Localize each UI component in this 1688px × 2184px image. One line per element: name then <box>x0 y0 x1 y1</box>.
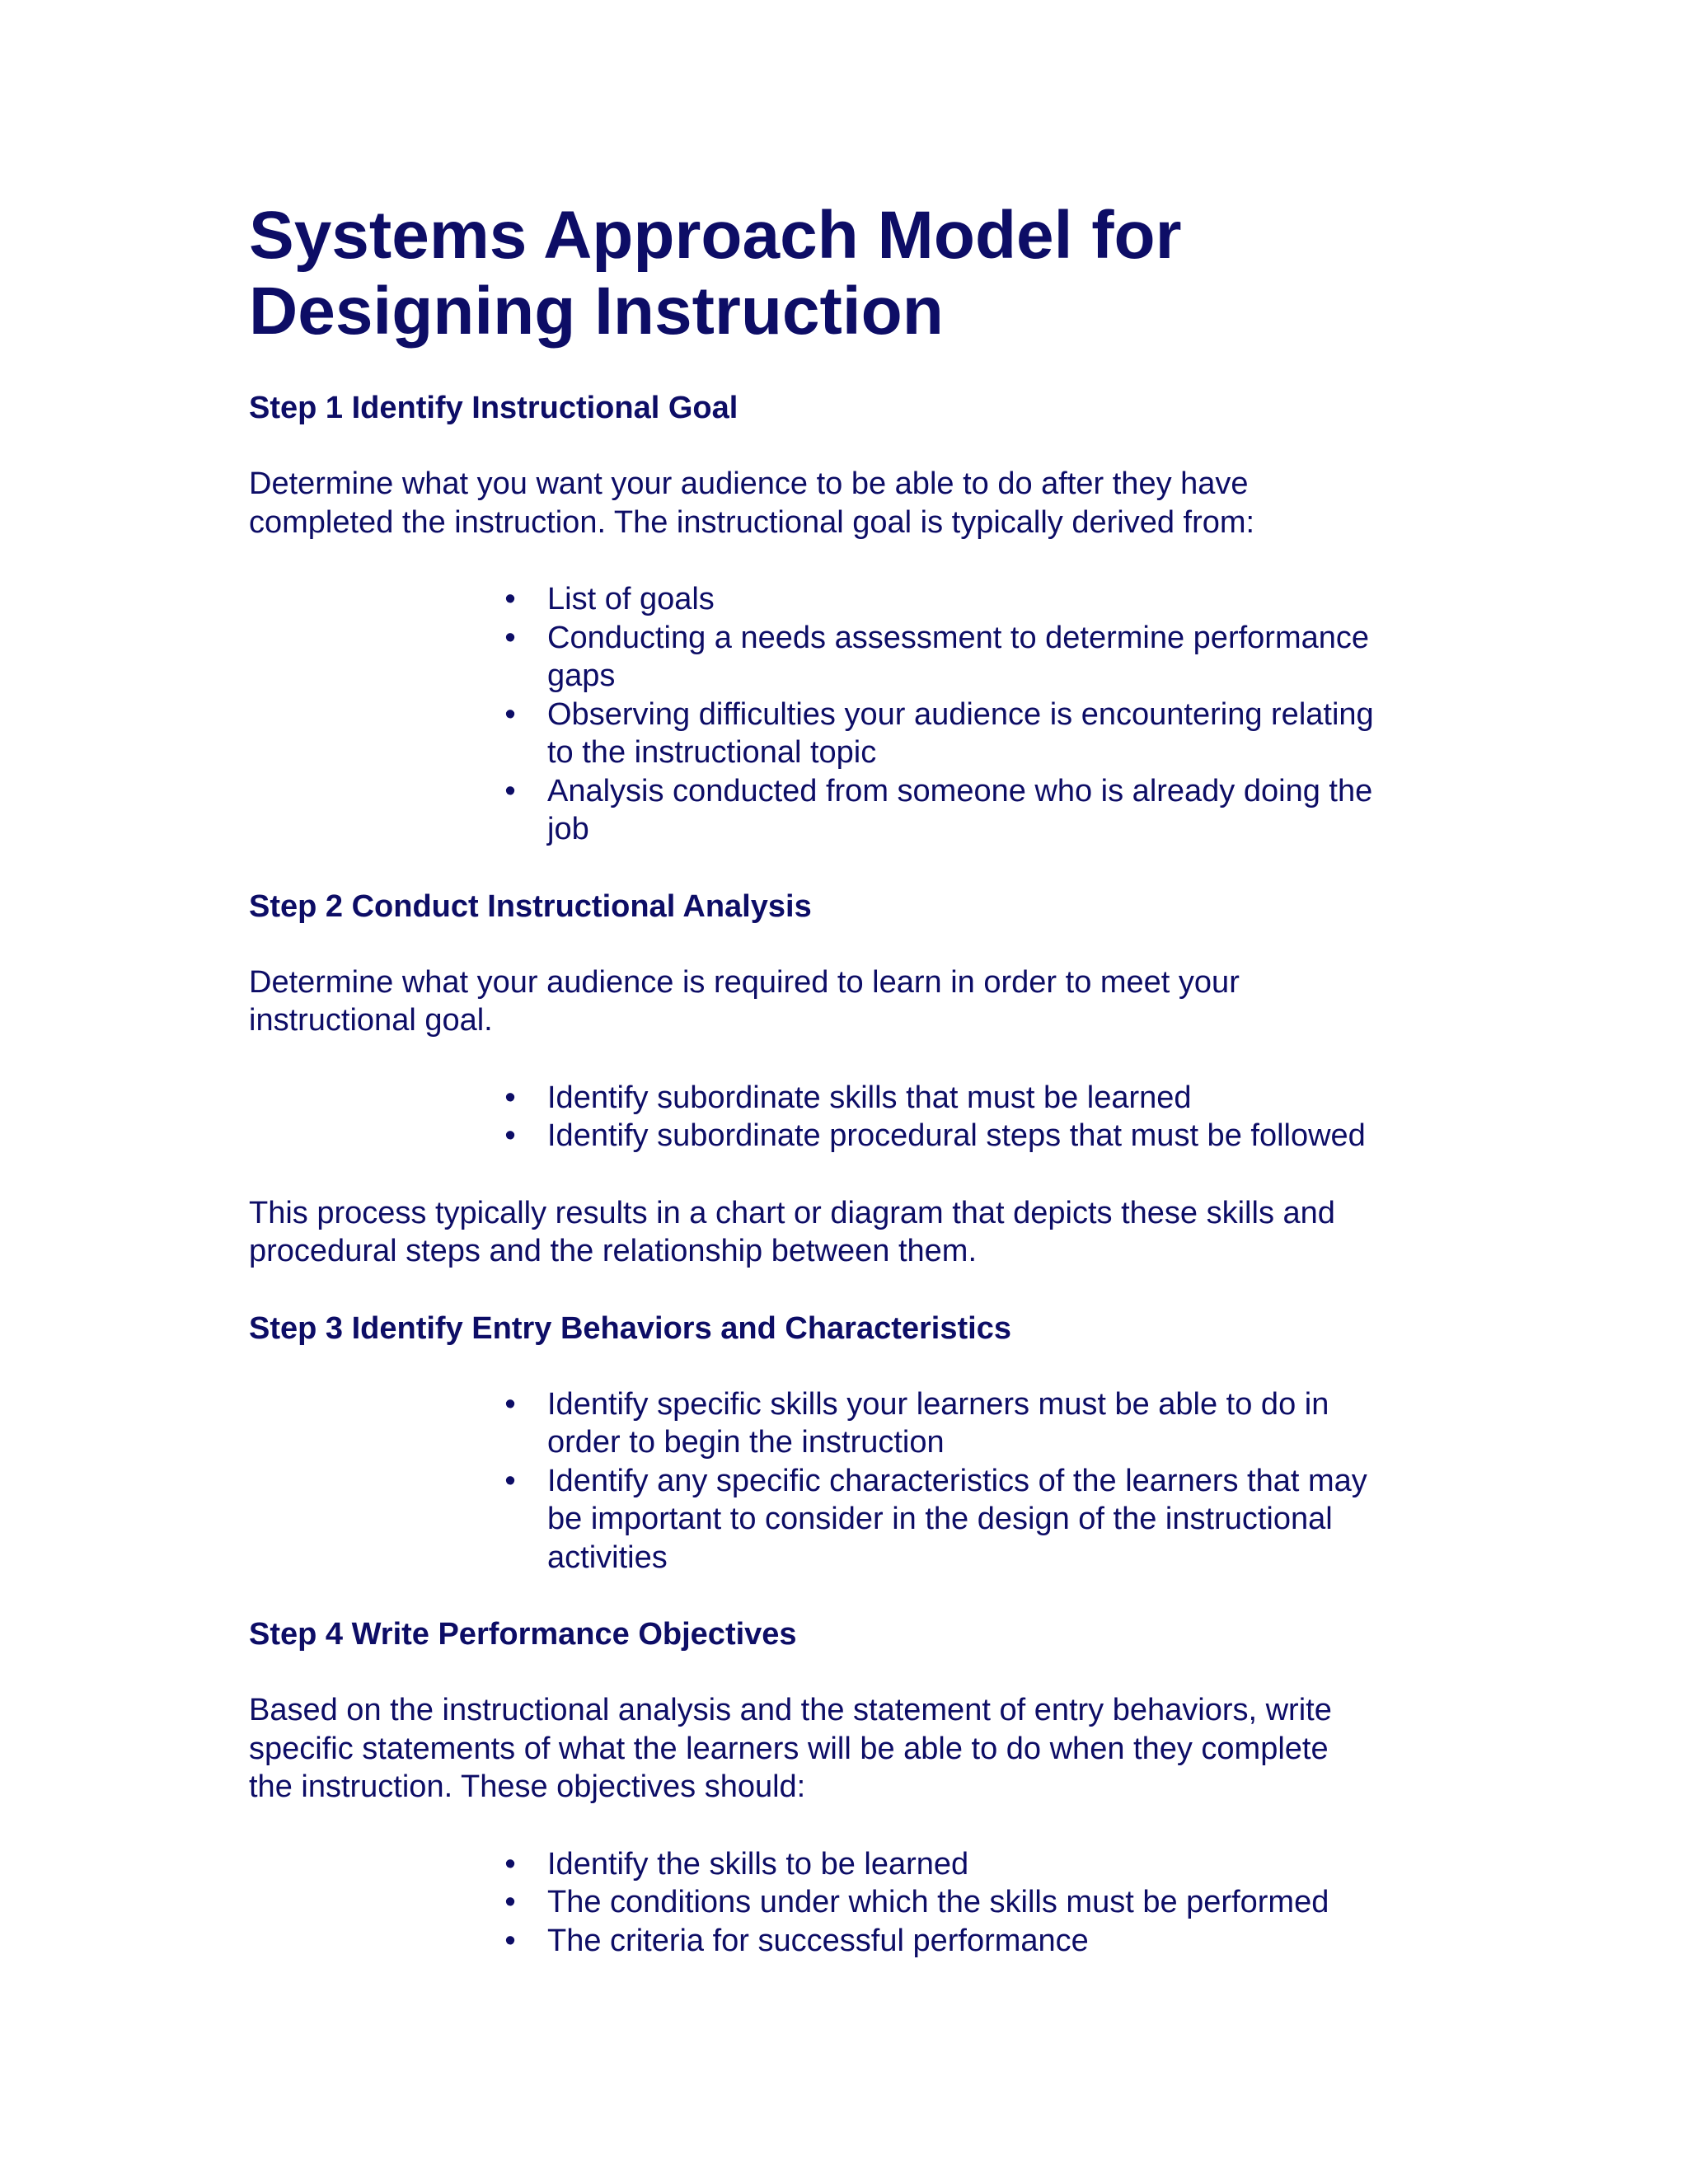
bullet-icon: • <box>504 696 516 732</box>
document-page <box>249 198 1444 1960</box>
step-3-bullet-list <box>249 1385 1444 1577</box>
list-item-line: Identify any specific characteristics of the learners that may <box>547 1463 1367 1498</box>
bullet-icon: • <box>504 1846 516 1882</box>
list-item-line: List of goals <box>547 582 715 616</box>
step-1-description <box>249 465 1444 541</box>
list-item-line: Analysis conducted from someone who is already doing the <box>547 773 1373 808</box>
bullet-icon: • <box>504 582 516 616</box>
list-item <box>504 580 1444 619</box>
list-item <box>504 772 1444 849</box>
list-item-line: job <box>547 812 589 846</box>
step-2-description-line-2: instructional goal. <box>249 1003 493 1038</box>
list-item-line: to the instructional topic <box>547 735 877 770</box>
list-item <box>504 619 1444 696</box>
step-2-heading: Step 2 Conduct Instructional Analysis <box>249 888 812 924</box>
list-item-line: Identify subordinate skills that must be learned <box>547 1080 1192 1115</box>
bullet-icon: • <box>504 1463 516 1498</box>
list-item-line: be important to consider in the design of the instructional <box>547 1502 1333 1536</box>
list-item <box>504 1117 1444 1155</box>
step-3-section <box>249 1310 1444 1577</box>
list-item <box>504 1883 1444 1922</box>
list-item <box>504 1462 1444 1577</box>
list-item-line: gaps <box>547 658 616 693</box>
step-4-description-line-1: Based on the instructional analysis and the statement of entry behaviors, write <box>249 1693 1332 1727</box>
step-4-section <box>249 1615 1444 1960</box>
step-2-description <box>249 963 1444 1040</box>
step-2-section <box>249 888 1444 1271</box>
list-item-line: activities <box>547 1540 668 1575</box>
step-4-heading: Step 4 Write Performance Objectives <box>249 1617 797 1652</box>
step-4-description <box>249 1691 1444 1807</box>
step-3-heading: Step 3 Identify Entry Behaviors and Characteristics <box>249 1310 1011 1346</box>
list-item <box>504 1079 1444 1118</box>
list-item <box>504 696 1444 772</box>
list-item <box>504 1845 1444 1884</box>
step-2-description-line-1: Determine what your audience is required to learn in order to meet your <box>249 964 1240 1000</box>
list-item-line: Identify specific skills your learners must be able to do in <box>547 1386 1329 1422</box>
list-item-line: The conditions under which the skills must be performed <box>547 1885 1329 1919</box>
step-4-description-line-2: specific statements of what the learners will be able to do when they complete <box>249 1731 1329 1766</box>
step-1-section <box>249 389 1444 849</box>
list-item <box>504 1385 1444 1462</box>
step-2-followup <box>249 1194 1444 1271</box>
list-item-line: Observing difficulties your audience is encountering relating <box>547 696 1374 732</box>
step-4-description-line-3: the instruction. These objectives should: <box>249 1769 806 1804</box>
page-title <box>249 198 1444 349</box>
bullet-icon: • <box>504 1885 516 1919</box>
step-2-followup-line-1: This process typically results in a chart or diagram that depicts these skills and <box>249 1195 1335 1230</box>
bullet-icon: • <box>504 620 516 655</box>
title-line-2: Designing Instruction <box>249 274 944 349</box>
step-2-followup-line-2: procedural steps and the relationship between them. <box>249 1234 977 1268</box>
step-1-description-line-1: Determine what you want your audience to be able to do after they have <box>249 466 1249 501</box>
step-2-bullet-list <box>249 1079 1444 1155</box>
bullet-icon: • <box>504 1386 516 1422</box>
list-item-line: The criteria for successful performance <box>547 1923 1089 1958</box>
title-line-1: Systems Approach Model for <box>249 198 1182 273</box>
list-item-line: Identify subordinate procedural steps that must be followed <box>547 1118 1366 1153</box>
bullet-icon: • <box>504 1118 516 1153</box>
list-item <box>504 1922 1444 1961</box>
bullet-icon: • <box>504 773 516 808</box>
list-item-line: Conducting a needs assessment to determine performance <box>547 620 1369 655</box>
step-1-bullet-list <box>249 580 1444 849</box>
bullet-icon: • <box>504 1923 516 1958</box>
list-item-line: Identify the skills to be learned <box>547 1846 969 1882</box>
step-4-bullet-list <box>249 1845 1444 1961</box>
step-1-heading: Step 1 Identify Instructional Goal <box>249 391 738 425</box>
list-item-line: order to begin the instruction <box>547 1425 945 1460</box>
step-1-description-line-2: completed the instruction. The instructional goal is typically derived from: <box>249 504 1255 540</box>
bullet-icon: • <box>504 1080 516 1115</box>
